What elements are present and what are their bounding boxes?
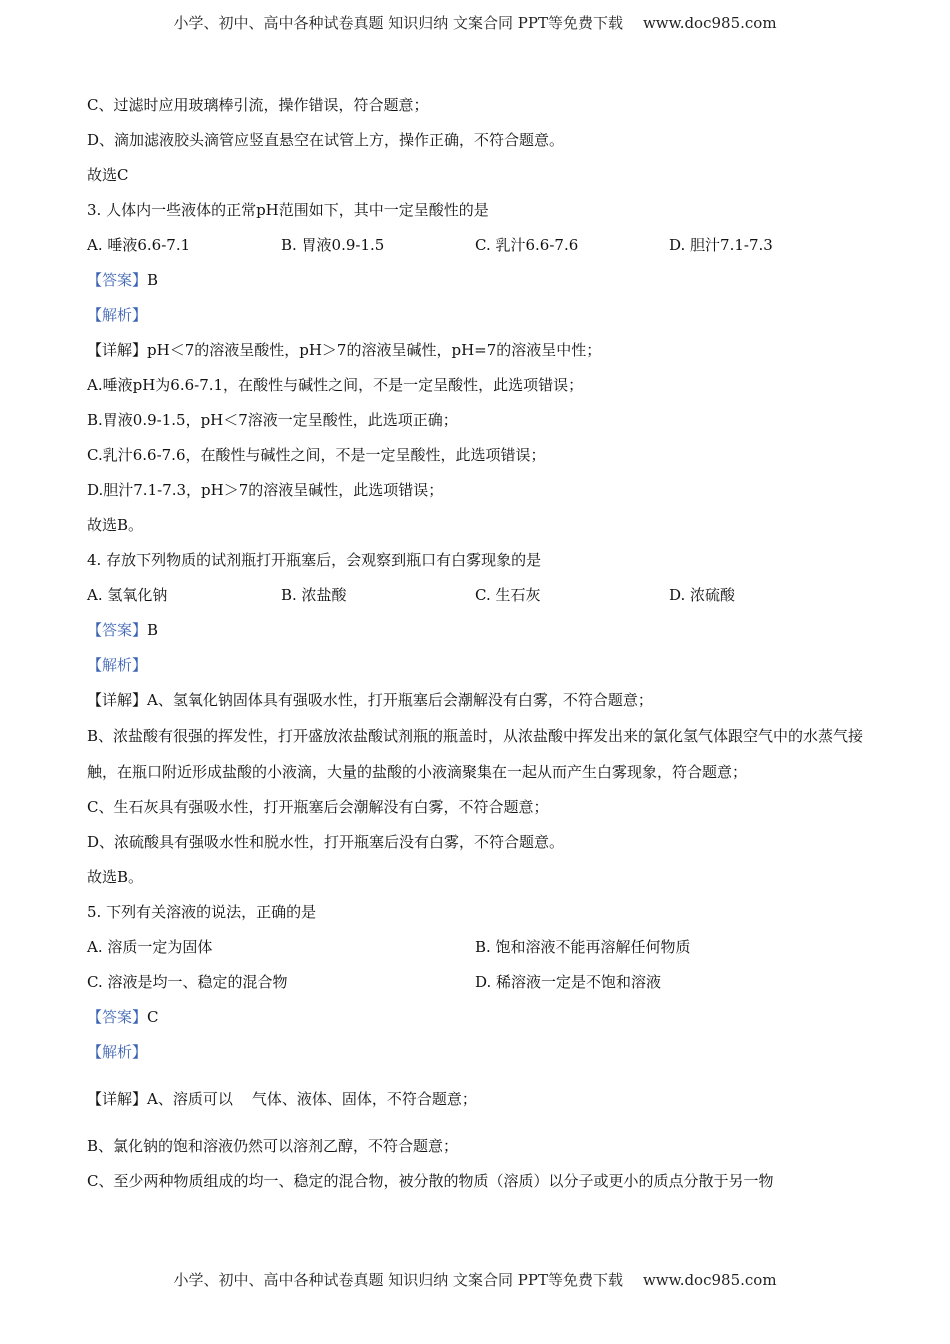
q5-answer: [87, 1000, 867, 1035]
header-url: www.doc985.com: [642, 14, 777, 32]
footer-text: 小学、初中、高中各种试卷真题 知识归纳 文案合同 PPT等免费下载: [173, 1271, 623, 1289]
q3-explain-c: C.乳汁6.6-7.6，在酸性与碱性之间，不是一定呈酸性，此选项错误；: [87, 446, 546, 464]
q4-answer-value: B: [147, 621, 159, 639]
q4-stem: 4. 存放下列物质的试剂瓶打开瓶塞后，会观察到瓶口有白雾现象的是: [87, 551, 542, 569]
q5-answer-value: C: [147, 1008, 159, 1026]
q3-explain-a: A.唾液pH为6.6-7.1，在酸性与碱性之间，不是一定呈酸性，此选项错误；: [87, 376, 584, 394]
detail-tag: 【详解】: [87, 341, 148, 359]
q3-detail-text: pH＜7的溶液呈酸性，pH＞7的溶液呈碱性，pH=7的溶液呈中性；: [147, 341, 602, 359]
q4-detail-text: A、氢氧化钠固体具有强吸水性，打开瓶塞后会潮解没有白雾，不符合题意；: [147, 691, 653, 709]
q5-explain-b: B、氯化钠的饱和溶液仍然可以溶剂乙醇，不符合题意；: [87, 1137, 459, 1155]
q3-answer-value: B: [147, 271, 159, 289]
q5-analysis-tag: 【解析】: [87, 1043, 148, 1061]
q5-explain-c: C、至少两种物质组成的均一、稳定的混合物，被分散的物质（溶质）以分子或更小的质点分散于另一物: [87, 1172, 774, 1190]
q4-explain-b: B、浓盐酸有很强的挥发性，打开盛放浓盐酸试剂瓶的瓶盖时，从浓盐酸中挥发出来的氯化氢气体跟空气中的水蒸气接触，在瓶口附近形成盐酸的小液滴，大量的盐酸的小液滴聚集在一起从而产生白雾现象，符合题意；: [87, 727, 864, 781]
q4-analysis-tag: 【解析】: [87, 656, 148, 674]
footer-url: www.doc985.com: [642, 1271, 777, 1289]
detail-tag: 【详解】: [87, 1090, 148, 1108]
q3-option-a: A. 唾液6.6-7.1: [87, 236, 191, 254]
q4-explain-d: D、浓硫酸具有强吸水性和脱水性，打开瓶塞后没有白雾，不符合题意。: [87, 833, 565, 851]
q3-options: [87, 228, 867, 263]
q5-option-a: A. 溶质一定为固体: [87, 938, 213, 956]
q5-stem: 5. 下列有关溶液的说法，正确的是: [87, 903, 317, 921]
q3-detail: [87, 333, 867, 368]
q3-explain-d: D.胆汁7.1-7.3，pH＞7的溶液呈碱性，此选项错误；: [87, 481, 444, 499]
q5-option-d: D. 稀溶液一定是不饱和溶液: [475, 973, 662, 991]
q4-final-choice: 故选B。: [87, 868, 144, 886]
page-header: [0, 12, 950, 33]
answer-tag: 【答案】: [87, 271, 148, 289]
q3-answer: [87, 263, 867, 298]
q4-option-a: A. 氢氧化钠: [87, 586, 168, 604]
q5-options-row-2: [87, 965, 867, 1000]
answer-tag: 【答案】: [87, 1008, 148, 1026]
q3-option-c: C. 乳汁6.6-7.6: [475, 236, 579, 254]
q3-option-d: D. 胆汁7.1-7.3: [669, 236, 773, 254]
q4-options: [87, 578, 867, 613]
q2-option-d-explanation: D、滴加滤液胶头滴管应竖直悬空在试管上方，操作正确，不符合题意。: [87, 131, 565, 149]
q5-detail-text: A、溶质可以 气体、液体、固体，不符合题意；: [147, 1090, 477, 1108]
header-text: 小学、初中、高中各种试卷真题 知识归纳 文案合同 PPT等免费下载: [173, 14, 623, 32]
q2-option-c-explanation: C、过滤时应用玻璃棒引流，操作错误，符合题意；: [87, 96, 429, 114]
document-body: [87, 88, 867, 1199]
q4-option-d: D. 浓硫酸: [669, 586, 736, 604]
q3-final-choice: 故选B。: [87, 516, 144, 534]
detail-tag: 【详解】: [87, 691, 148, 709]
q5-detail: [87, 1082, 867, 1117]
q3-option-b: B. 胃液0.9-1.5: [281, 236, 385, 254]
q3-explain-b: B.胃液0.9-1.5，pH＜7溶液一定呈酸性，此选项正确；: [87, 411, 458, 429]
q3-stem: 3. 人体内一些液体的正常pH范围如下，其中一定呈酸性的是: [87, 201, 489, 219]
q3-analysis-tag: 【解析】: [87, 306, 148, 324]
q4-explain-c: C、生石灰具有强吸水性，打开瓶塞后会潮解没有白雾，不符合题意；: [87, 798, 549, 816]
q4-detail: [87, 683, 867, 718]
answer-tag: 【答案】: [87, 621, 148, 639]
q2-final-choice: 故选C: [87, 166, 129, 184]
q5-option-b: B. 饱和溶液不能再溶解任何物质: [475, 938, 691, 956]
q4-option-c: C. 生石灰: [475, 586, 541, 604]
q5-option-c: C. 溶液是均一、稳定的混合物: [87, 973, 288, 991]
q5-options-row-1: [87, 930, 867, 965]
q4-answer: [87, 613, 867, 648]
page-footer: [0, 1269, 950, 1290]
q4-option-b: B. 浓盐酸: [281, 586, 347, 604]
